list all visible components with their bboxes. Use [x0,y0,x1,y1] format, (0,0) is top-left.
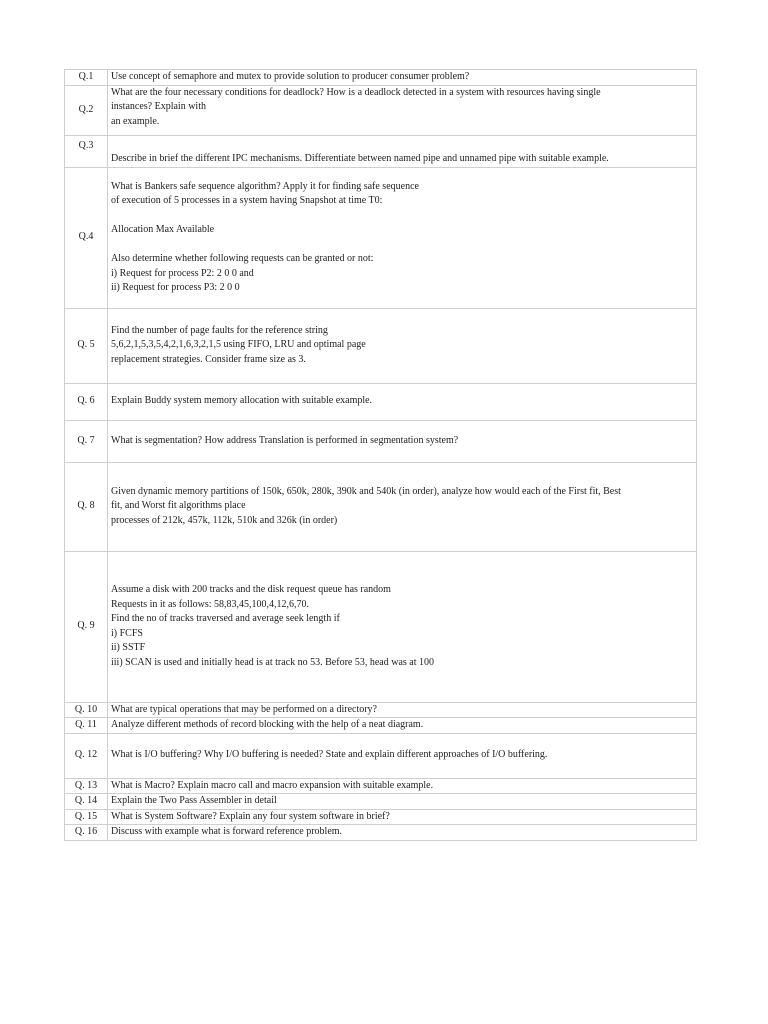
question-text [108,167,697,308]
table-row [65,551,697,702]
table-row [65,702,697,718]
question-number: Q. 7 [65,420,108,462]
question-text [108,383,697,420]
question-line: an example. [111,115,160,127]
question-text [108,702,697,718]
table-row [65,167,697,308]
table-row [65,70,697,86]
question-number: Q. 14 [65,794,108,810]
question-number: Q. 11 [65,718,108,734]
question-line: Explain the Two Pass Assembler in detail [111,795,277,806]
table-row [65,308,697,383]
question-number: Q.4 [65,167,108,308]
question-number: Q. 8 [65,462,108,551]
question-line: Allocation Max Available [111,224,215,235]
question-text [108,733,697,778]
question-number: Q.3 [65,135,108,167]
table-row [65,733,697,778]
question-line: What is I/O buffering? Why I/O buffering is needed? State and explain different approaches of I/O buffering. [111,749,548,761]
question-line: Discuss with example what is forward reference problem. [111,826,343,837]
question-number: Q. 16 [65,825,108,841]
question-text [108,85,697,135]
table-row [65,383,697,420]
question-line: instances? Explain with [111,101,206,112]
question-line: Find the number of page faults for the reference string [111,324,328,336]
table-row [65,794,697,810]
question-line: What is Bankers safe sequence algorithm? Apply it for finding safe sequence [111,180,419,192]
question-line: processes of 212k, 457k, 112k, 510k and 326k (in order) [111,514,338,526]
question-line: ii) Request for process P3: 2 0 0 [111,282,240,293]
question-line: Find the no of tracks traversed and average seek length if [111,613,340,624]
question-line: i) FCFS [111,627,143,639]
question-line: Requests in it as follows: 58,83,45,100,4,12,6,70. [111,598,310,610]
question-text [108,718,697,734]
question-number: Q.2 [65,85,108,135]
question-number: Q.1 [65,70,108,86]
table-row [65,809,697,825]
table-row [65,462,697,551]
question-text [108,135,697,167]
question-line: 5,6,2,1,5,3,5,4,2,1,6,3,2,1,5 using FIFO, LRU and optimal page [111,339,366,350]
question-line: ii) SSTF [111,642,146,653]
question-text [108,778,697,794]
question-text [108,462,697,551]
table-row [65,135,697,167]
question-line [111,209,693,224]
question-text [108,70,697,86]
question-number: Q. 6 [65,383,108,420]
question-line [111,238,693,253]
question-text [108,551,697,702]
question-line: Given dynamic memory partitions of 150k, 650k, 280k, 390k and 540k (in order), analyze how would each of the First fit, Best [111,485,621,497]
question-line: What is Macro? Explain macro call and macro expansion with suitable example. [111,779,434,791]
table-row [65,85,697,135]
question-line: Explain Buddy system memory allocation with suitable example. [111,395,373,407]
table-row [65,825,697,841]
question-line: Analyze different methods of record blocking with the help of a neat diagram. [111,719,424,730]
question-line: Assume a disk with 200 tracks and the disk request queue has random [111,584,391,595]
question-line: Describe in brief the different IPC mechanisms. Differentiate between named pipe and unnamed pipe with suitable example. [111,153,609,164]
question-number: Q. 15 [65,809,108,825]
question-number: Q. 10 [65,702,108,718]
question-text [108,308,697,383]
question-line: Also determine whether following requests can be granted or not: [111,253,374,264]
question-text [108,825,697,841]
table-row [65,420,697,462]
question-number: Q. 13 [65,778,108,794]
question-number: Q. 5 [65,308,108,383]
question-number: Q. 12 [65,733,108,778]
question-line: replacement strategies. Consider frame size as 3. [111,353,306,365]
question-line: What is System Software? Explain any four system software in brief? [111,810,390,822]
question-line: i) Request for process P2: 2 0 0 and [111,267,254,279]
question-text [108,420,697,462]
question-line: Use concept of semaphore and mutex to provide solution to producer consumer problem? [111,71,470,82]
question-number: Q. 9 [65,551,108,702]
question-line: of execution of 5 processes in a system having Snapshot at time T0: [111,195,383,206]
question-line: What is segmentation? How address Translation is performed in segmentation system? [111,434,459,446]
question-line: What are typical operations that may be performed on a directory? [111,703,377,715]
table-row [65,778,697,794]
question-text [108,809,697,825]
question-line: iii) SCAN is used and initially head is at track no 53. Before 53, head was at 100 [111,656,434,668]
table-row [65,718,697,734]
question-line: fit, and Worst fit algorithms place [111,500,246,512]
question-table [64,69,697,841]
question-text [108,794,697,810]
question-line: What are the four necessary conditions for deadlock? How is a deadlock detected in a system with resources having single [111,86,601,98]
